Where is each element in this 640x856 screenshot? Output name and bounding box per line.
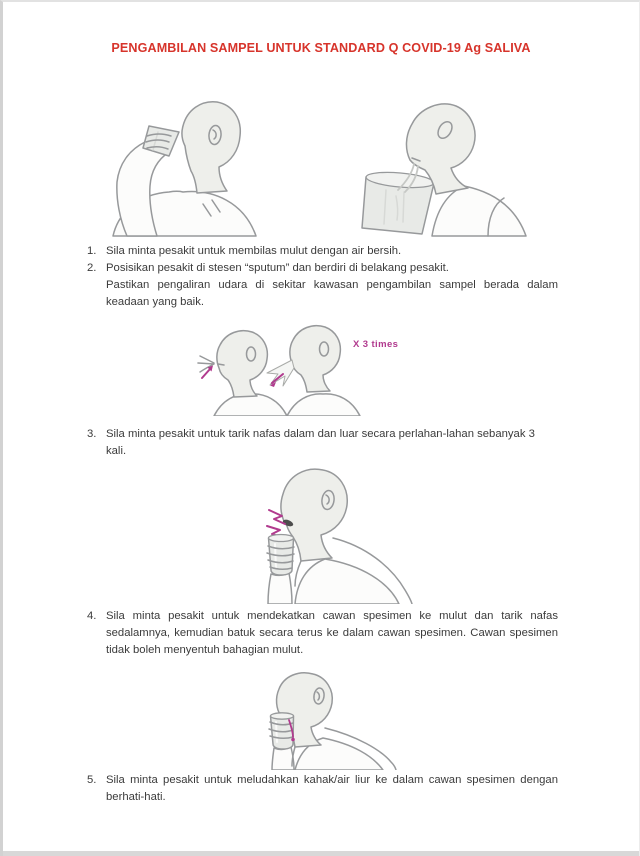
step-4-text: Sila minta pesakit untuk mendekatkan cawan spesimen ke mulut dan tarik nafas sedalamnya, kemudian batuk secara terus ke dalam cawan spesimen. Cawan spesimen tidak boleh menyentuh bahagian mulut. — [106, 610, 558, 656]
person-rinsing-mouth — [113, 102, 256, 236]
breath-count-annotation: X 3 times — [353, 339, 399, 350]
step-1-number: 1. — [87, 245, 97, 257]
step-5 — [87, 772, 558, 806]
cough-into-cup-illustration — [235, 458, 415, 604]
spit-into-cup-illustration — [233, 666, 409, 770]
person-spitting-into-bin — [362, 104, 526, 236]
rinse-and-spit-illustration — [103, 88, 533, 238]
page-bottom-edge — [3, 851, 639, 856]
page-title: PENGAMBILAN SAMPEL UNTUK STANDARD Q COVID-19 Ag SALIVA — [111, 41, 531, 55]
step-2-text: Posisikan pesakit di stesen “sputum” dan berdiri di belakang pesakit. — [106, 262, 449, 274]
step-2-text-continued: Pastikan pengaliran udara di sekitar kawasan pengambilan sampel berada dalam keadaan yang baik. — [106, 279, 558, 308]
step-3-text: Sila minta pesakit untuk tarik nafas dalam dan luar secara perlahan-lahan sebanyak 3 kali. — [106, 428, 535, 457]
step-2-number: 2. — [87, 262, 97, 274]
step-3 — [87, 426, 558, 460]
step-4-number: 4. — [87, 610, 97, 622]
step-5-number: 5. — [87, 774, 97, 786]
step-2 — [87, 260, 558, 311]
step-3-number: 3. — [87, 428, 97, 440]
step-4 — [87, 608, 558, 659]
breathing-illustration — [186, 316, 426, 416]
head-exhaling — [267, 326, 360, 416]
step-1-text: Sila minta pesakit untuk membilas mulut dengan air bersih. — [106, 245, 402, 257]
step-5-text: Sila minta pesakit untuk meludahkan kahak/air liur ke dalam cawan spesimen dengan berhati-hati. — [106, 774, 558, 803]
step-1 — [87, 243, 558, 260]
